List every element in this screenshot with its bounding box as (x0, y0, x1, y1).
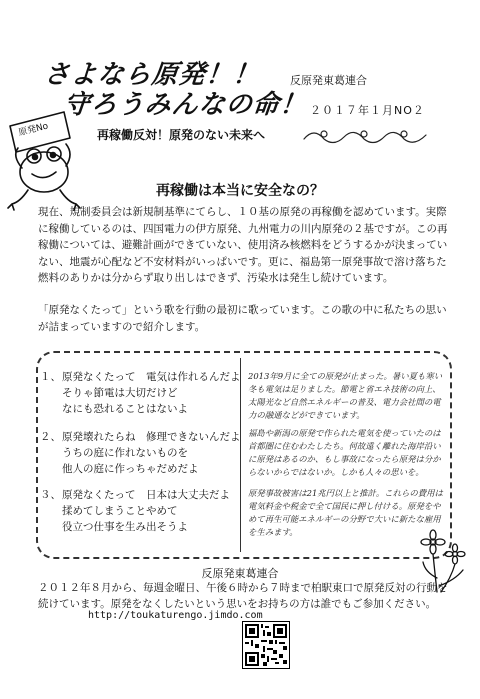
verse-line: 原発なくたって 日本は大丈夫だよ (62, 489, 230, 501)
sign-text: 原発No (17, 121, 50, 139)
footer-organization: 反原発東葛連合 (201, 567, 279, 580)
decorative-doodle (300, 125, 430, 151)
verse-line: そりゃ節電は大切だけど (62, 387, 178, 399)
verse-line: 役立つ仕事を生み出そうよ (62, 521, 188, 533)
song-verse-1 (40, 369, 241, 417)
title-line-2: 守ろうみんなの命！ (62, 90, 309, 120)
song-verse-2 (40, 429, 241, 477)
handwritten-note-1: 2013年9月に全ての原発が止まった。暑い夏も寒い冬も電気は足りました。節電と省エネ技術の向上、太陽光など自然エネルギーの普及、電力会社間の電力の融通などができています。 (248, 371, 443, 420)
verse-line: 原発なくたって 電気は作れるんだよ (62, 371, 241, 383)
footer-info: ２０１２年８月から、毎週金曜日、午後６時から７時まで柏駅東口で原発反対の行動を続けています。原発をなくしたいという思いをお持ちの方は誰でもご参加ください。 (38, 582, 448, 610)
verse-line: 他人の庭に作っちゃだめだよ (62, 463, 199, 475)
verse-number: １、 (40, 371, 61, 383)
website-link[interactable]: http://toukaturengo.jimdo.com (88, 610, 263, 621)
song-box-divider (240, 358, 241, 552)
article-paragraph-1: 現在、規制委員会は新規制基準にてらし、１０基の原発の再稼働を認めています。実際に稼働しているのは、四国電力の伊方原発、九州電力の川内原発の２基ですが。この再稼働については、避難計画ができていない、使用済み核燃料をどうするかが決まっていない、地震が心配など不安材料がいっぱいです。更に、福島第一原発事故で溶け落ちた燃料のありかは分からず取り出しはできず、汚染水は発生し続けています。 (38, 206, 448, 284)
handwritten-note-3: 原発事故被害は21兆円以上と推計。これらの費用は電気料金や税金で全て国民に押し付ける。原発をやめて再生可能エネルギーの分野で大いに新たな雇用を生みます。 (248, 488, 443, 537)
handwritten-note-2: 福島や新潟の原発で作られた電気を使っていたのは首都圏に住むわたしたち。何故遠く離れた海岸沿いに原発はあるのか、もし事故になったら原発は分からないからではないか。しかも人々の思いを。 (248, 428, 441, 477)
organization-name: 反原発東葛連合 (290, 74, 367, 87)
article-paragraph-2: 「原発なくたって」という歌を行動の最初に歌っています。この歌の中に私たちの思いが詰まっていますので紹介します。 (38, 304, 447, 333)
article-heading: 再稼働は本当に安全なの？ (156, 183, 324, 199)
verse-line: なにも恐れることはないよ (62, 403, 188, 415)
verse-number: ３、 (40, 489, 61, 501)
song-verse-3 (40, 487, 236, 535)
subtitle: 再稼働反対！原発のない未来へ (97, 128, 266, 142)
title-line-1: さよなら原発！！ (42, 60, 262, 90)
qr-code (242, 621, 290, 669)
verse-line: うちの庭に作れないものを (62, 447, 188, 459)
verse-line: 原発壊れたらね 修理できないんだよ (62, 431, 241, 443)
verse-number: ２、 (40, 431, 61, 443)
issue-date: ２０１７年１月NO２ (310, 104, 425, 117)
verse-line: 揉めてしまうことやめて (62, 505, 178, 517)
